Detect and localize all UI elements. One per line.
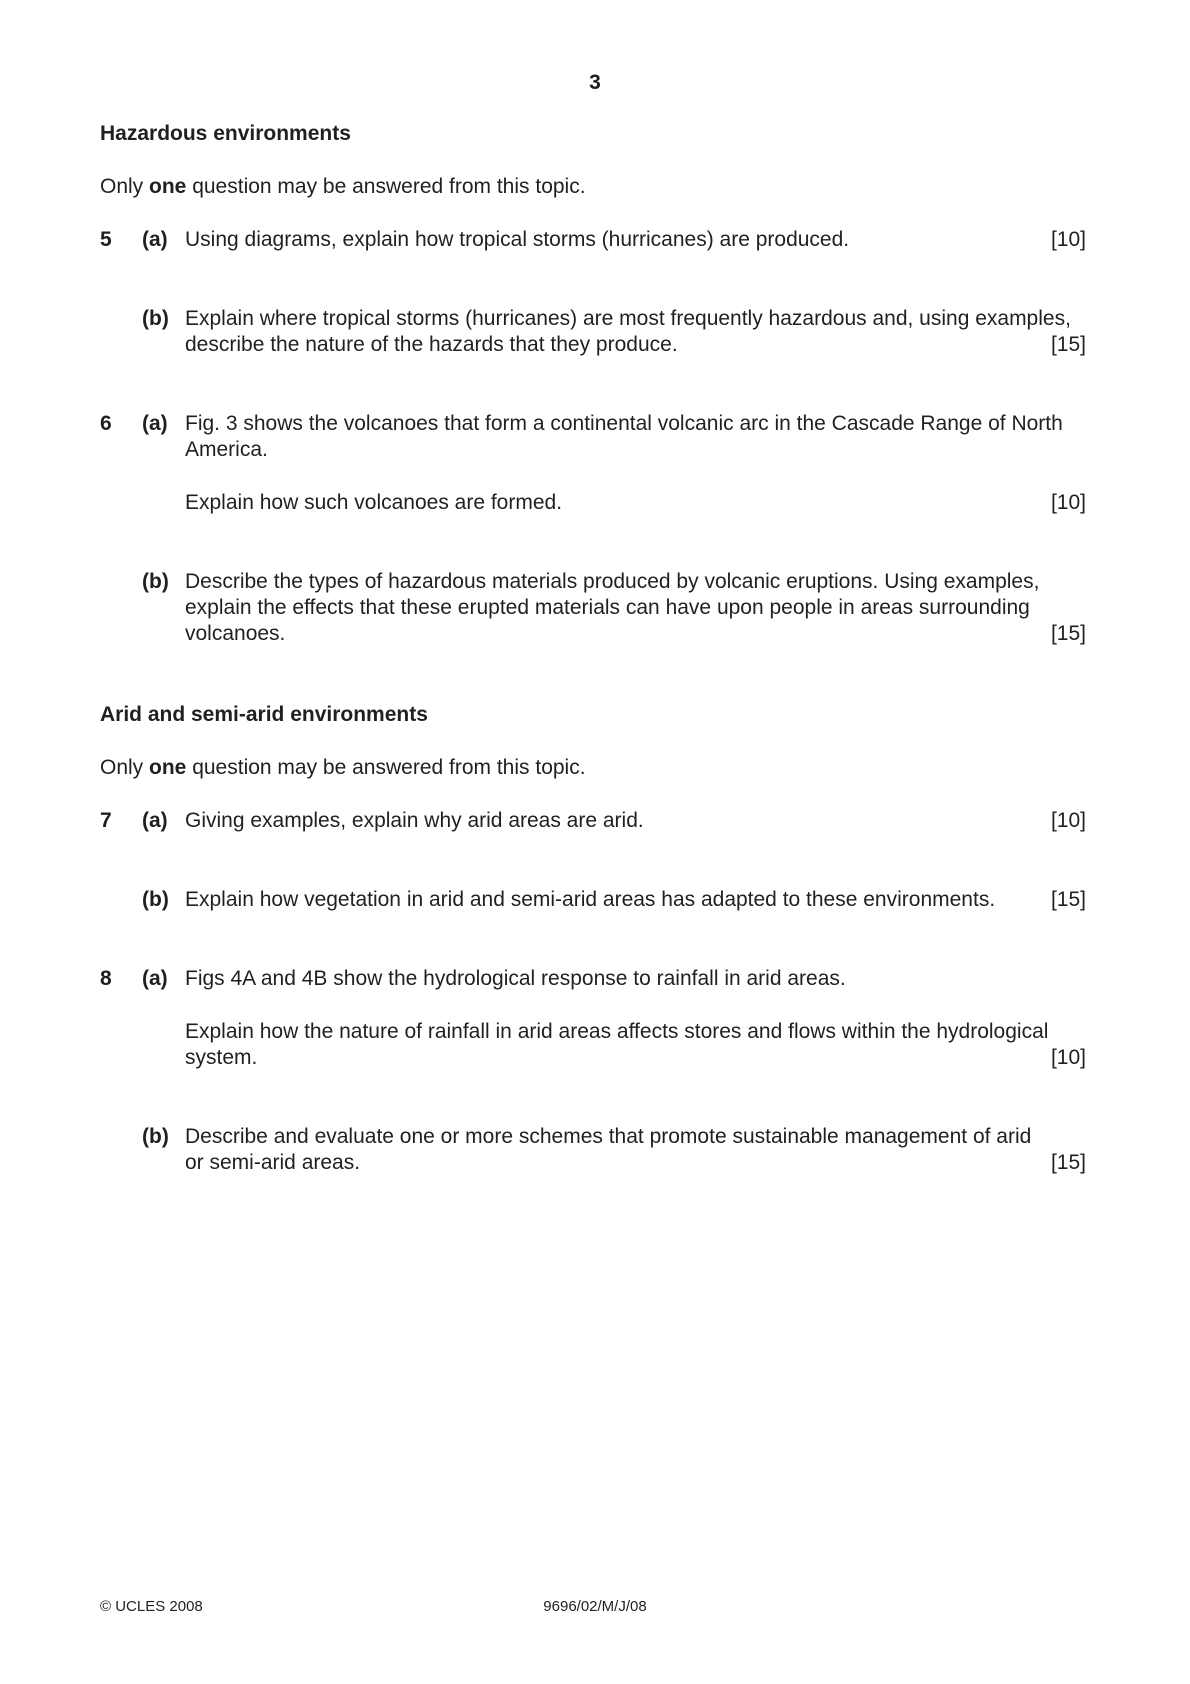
section-instruction-hazardous (100, 174, 586, 200)
footer-copyright: © UCLES 2008 (100, 1598, 203, 1615)
question-6a-marks: [10] (1050, 491, 1086, 514)
question-7b-label: (b) (142, 888, 169, 911)
question-6b-label: (b) (142, 570, 169, 593)
question-6a-line3: Explain how such volcanoes are formed. (185, 491, 563, 514)
question-5a-text: Using diagrams, explain how tropical storms (hurricanes) are produced. (185, 228, 850, 251)
question-6b-marks: [15] (1050, 622, 1086, 645)
question-8a-line1: Figs 4A and 4B show the hydrological response to rainfall in arid areas. (185, 967, 846, 990)
question-8b-marks: [15] (1050, 1151, 1086, 1174)
question-8a-line3: system. (185, 1046, 258, 1069)
question-5-number: 5 (100, 228, 112, 251)
instruction-prefix: Only (100, 756, 150, 779)
question-5a-marks: [10] (1050, 228, 1086, 251)
section-heading-arid: Arid and semi-arid environments (100, 703, 428, 726)
question-7a-label: (a) (142, 809, 168, 832)
question-6a-line2: America. (185, 438, 268, 461)
question-5b-line2: describe the nature of the hazards that they produce. (185, 333, 678, 356)
instruction-bold: one (149, 756, 187, 779)
question-5a-label: (a) (142, 228, 168, 251)
question-7b-text: Explain how vegetation in arid and semi-arid areas has adapted to these environments. (185, 888, 996, 911)
question-6-number: 6 (100, 412, 112, 435)
question-6a-label: (a) (142, 412, 168, 435)
question-7a-marks: [10] (1050, 809, 1086, 832)
question-7-number: 7 (100, 809, 112, 832)
question-5b-marks: [15] (1050, 333, 1086, 356)
footer-paper-code: 9696/02/M/J/08 (543, 1598, 647, 1615)
instruction-bold: one (149, 175, 187, 198)
page-number: 3 (589, 71, 601, 94)
instruction-suffix: question may be answered from this topic. (186, 175, 586, 198)
question-6b-line2: explain the effects that these erupted materials can have upon people in areas surrounding (185, 596, 1030, 619)
section-heading-hazardous: Hazardous environments (100, 122, 351, 145)
question-8b-line1: Describe and evaluate one or more schemes that promote sustainable management of arid (185, 1125, 1032, 1148)
question-5b-label: (b) (142, 307, 169, 330)
question-5b-line1: Explain where tropical storms (hurricanes) are most frequently hazardous and, using examples, (185, 307, 1071, 330)
question-8a-label: (a) (142, 967, 168, 990)
question-8a-marks: [10] (1050, 1046, 1086, 1069)
question-6b-line1: Describe the types of hazardous materials produced by volcanic eruptions. Using examples, (185, 570, 1040, 593)
question-8-number: 8 (100, 967, 112, 990)
instruction-suffix: question may be answered from this topic. (186, 756, 586, 779)
instruction-prefix: Only (100, 175, 150, 198)
section-instruction-arid (100, 755, 586, 781)
question-7a-text: Giving examples, explain why arid areas are arid. (185, 809, 644, 832)
question-8a-line2: Explain how the nature of rainfall in arid areas affects stores and flows within the hydrological (185, 1020, 1049, 1043)
question-6b-line3: volcanoes. (185, 622, 286, 645)
question-8b-line2: or semi-arid areas. (185, 1151, 361, 1174)
question-8b-label: (b) (142, 1125, 169, 1148)
question-6a-line1: Fig. 3 shows the volcanoes that form a continental volcanic arc in the Cascade Range of North (185, 412, 1063, 435)
question-7b-marks: [15] (1050, 888, 1086, 911)
